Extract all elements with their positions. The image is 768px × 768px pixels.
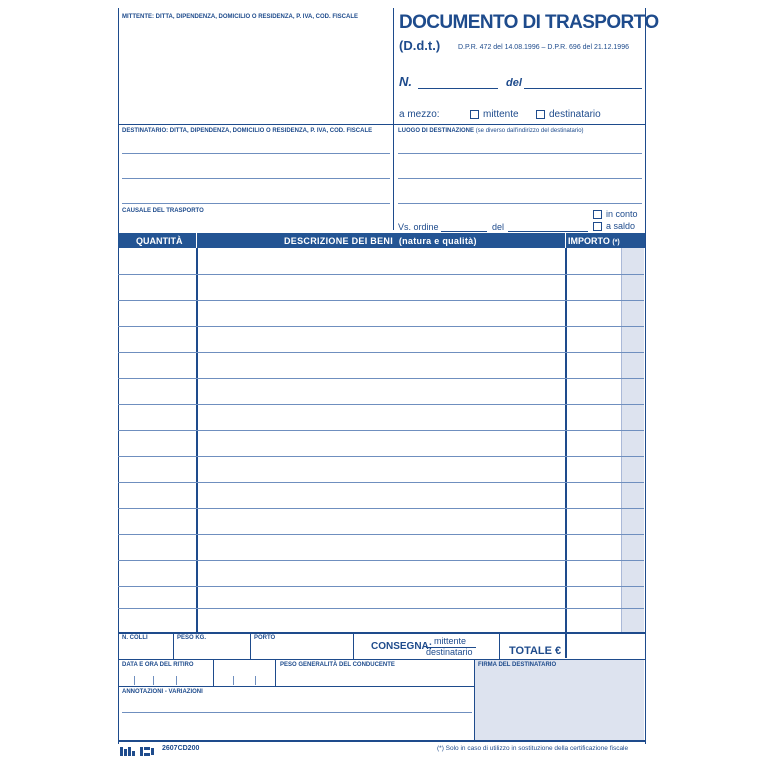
order-label: Vs. ordine — [398, 222, 439, 232]
order-date-field[interactable] — [508, 231, 588, 232]
table-row[interactable] — [118, 456, 644, 457]
by-label: a mezzo: — [399, 109, 440, 120]
order-field[interactable] — [441, 231, 487, 232]
footer-divider — [118, 686, 475, 687]
table-row[interactable] — [118, 378, 644, 379]
col-amount-header — [568, 236, 620, 246]
total-label: TOTALE € — [509, 645, 562, 657]
pickup-sep — [213, 659, 214, 686]
delivery-option-recipient[interactable]: destinatario — [426, 647, 473, 657]
order-option-balance[interactable] — [593, 221, 635, 231]
col-line-cents — [621, 248, 622, 633]
by-option-recipient[interactable] — [536, 109, 601, 120]
notes-line[interactable] — [122, 712, 472, 713]
pickup-label: DATA E ORA DEL RITIRO — [122, 662, 194, 668]
doc-decree: D.P.R. 472 del 14.08.1996 – D.P.R. 696 del 21.12.1996 — [458, 44, 629, 51]
recipient-line[interactable] — [122, 153, 390, 154]
footer-sep — [353, 632, 354, 659]
pickup-tick — [176, 676, 177, 685]
recipient-line[interactable] — [122, 178, 390, 179]
cause-label: CAUSALE DEL TRASPORTO — [122, 208, 204, 214]
destination-label-text: LUOGO DI DESTINAZIONE — [398, 128, 475, 134]
col-line-qty — [196, 248, 198, 633]
brand-logo — [120, 744, 156, 762]
col-amount-note: (*) — [612, 239, 620, 246]
checkbox-icon[interactable] — [536, 110, 545, 119]
order-option-balance-label: a saldo — [606, 221, 636, 231]
table-row[interactable] — [118, 430, 644, 431]
col-line-desc — [565, 248, 567, 633]
date-label: del — [506, 77, 522, 89]
table-row[interactable] — [118, 404, 644, 405]
header-sep — [565, 233, 566, 248]
product-code: 2607CD200 — [162, 745, 200, 752]
checkbox-icon[interactable] — [470, 110, 479, 119]
doc-title: DOCUMENTO DI TRASPORTO — [399, 12, 659, 33]
table-row[interactable] — [118, 274, 644, 275]
cents-shade — [622, 248, 644, 633]
table-row[interactable] — [118, 586, 644, 587]
col-desc-note: (natura e qualità) — [398, 236, 477, 246]
porto-label: PORTO — [254, 635, 276, 641]
col-qty-header: QUANTITÀ — [136, 236, 183, 246]
doc-abbr: (D.d.t.) — [399, 38, 441, 53]
table-row[interactable] — [118, 534, 644, 535]
header-sep — [196, 233, 197, 248]
order-option-account[interactable] — [593, 209, 638, 219]
pickup-tick — [134, 676, 135, 685]
footer-sep — [250, 632, 251, 659]
col-amount-title: IMPORTO — [568, 236, 610, 246]
table-row[interactable] — [118, 560, 644, 561]
destination-line[interactable] — [398, 203, 642, 204]
by-option-recipient-label: destinatario — [549, 109, 601, 120]
section-divider — [118, 124, 645, 125]
sender-label: MITTENTE: DITTA, DIPENDENZA, DOMICILIO O RESIDENZA, P. IVA, COD. FISCALE — [122, 14, 359, 20]
order-date-label: del — [492, 222, 505, 232]
pickup-tick — [153, 676, 154, 685]
destination-label — [398, 128, 584, 134]
brand-logo-icon — [120, 746, 156, 757]
table-row[interactable] — [118, 508, 644, 509]
checkbox-icon[interactable] — [593, 222, 602, 231]
notes-label: ANNOTAZIONI - VARIAZIONI — [122, 689, 203, 695]
delivery-option-sender[interactable]: mittente — [434, 636, 467, 646]
by-option-sender-label: mittente — [483, 109, 519, 120]
table-row[interactable] — [118, 300, 644, 301]
number-field[interactable] — [418, 88, 498, 89]
driver-label: PESO GENERALITÀ DEL CONDUCENTE — [280, 662, 395, 668]
col-desc-title: DESCRIZIONE DEI BENI — [284, 236, 394, 246]
checkbox-icon[interactable] — [593, 210, 602, 219]
footer-sep — [173, 632, 174, 659]
colli-label: N. COLLI — [122, 635, 148, 641]
destination-line[interactable] — [398, 178, 642, 179]
col-desc-header — [284, 236, 477, 246]
table-row[interactable] — [118, 326, 644, 327]
fiscal-note: (*) Solo in caso di utilizzo in sostituzione della certificazione fiscale — [437, 745, 629, 752]
table-row[interactable] — [118, 352, 644, 353]
pickup-tick — [233, 676, 234, 685]
signature-area[interactable] — [475, 660, 644, 740]
number-label: N. — [399, 74, 412, 89]
form-bottom — [118, 740, 645, 742]
sender-area[interactable] — [120, 24, 392, 124]
date-field[interactable] — [524, 88, 642, 89]
footer-sep — [499, 632, 500, 659]
destination-note: (se diverso dall'indirizzo del destinatario) — [475, 128, 584, 134]
by-option-sender[interactable] — [470, 109, 519, 120]
pickup-tick — [255, 676, 256, 685]
recipient-label: DESTINATARIO: DITTA, DIPENDENZA, DOMICILIO O RESIDENZA, P. IVA, COD. FISCALE — [122, 128, 373, 134]
sender-divider — [393, 8, 394, 230]
signature-label: FIRMA DEL DESTINATARIO — [478, 662, 557, 668]
delivery-label: CONSEGNA: — [371, 641, 433, 652]
recipient-line[interactable] — [122, 203, 390, 204]
table-row[interactable] — [118, 482, 644, 483]
footer-sep — [275, 659, 276, 686]
weight-label: PESO KG. — [177, 635, 207, 641]
destination-line[interactable] — [398, 153, 642, 154]
table-row[interactable] — [118, 608, 644, 609]
total-field[interactable] — [565, 632, 645, 658]
order-option-account-label: in conto — [606, 209, 638, 219]
